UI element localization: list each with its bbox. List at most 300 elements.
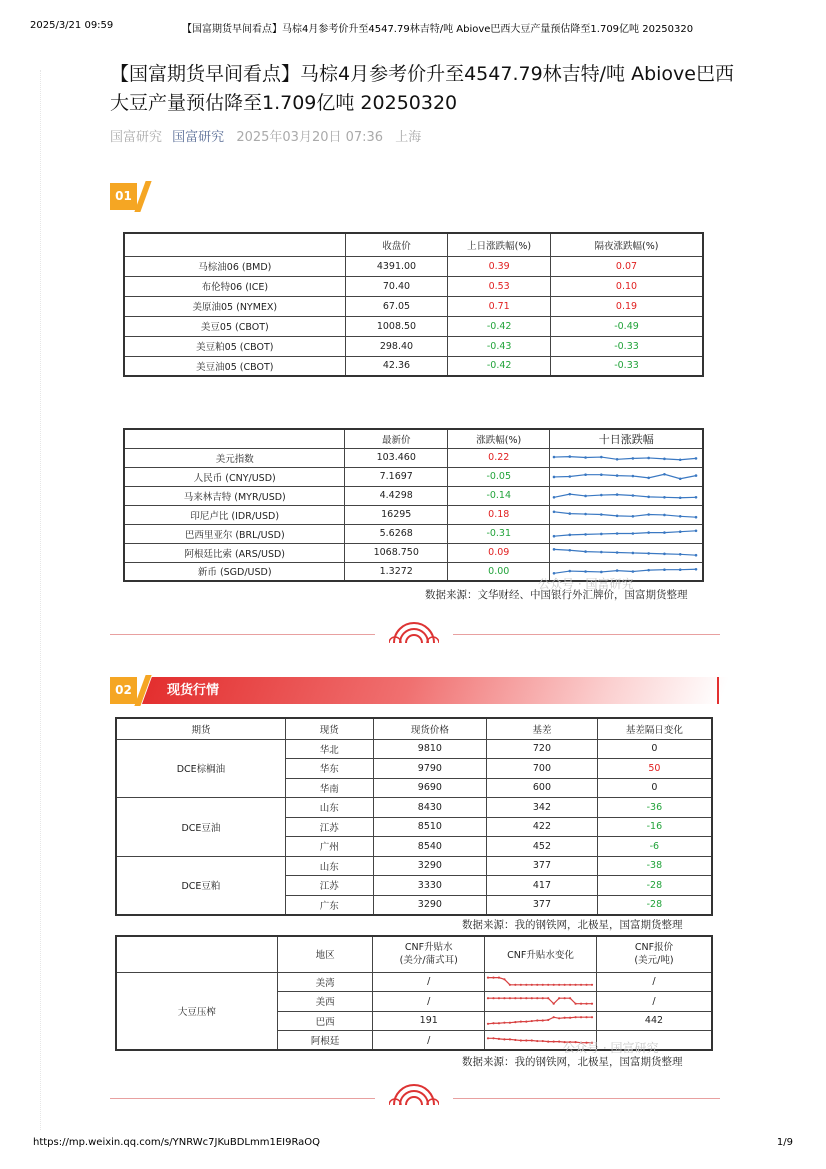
trend-point xyxy=(564,997,566,999)
currency-name: 马来林吉特 (MYR/USD) xyxy=(124,486,345,505)
spot-region: 山东 xyxy=(285,798,373,818)
left-border xyxy=(40,70,41,1130)
trend-point xyxy=(492,977,494,979)
spot-region: 广东 xyxy=(285,895,373,915)
trend-point xyxy=(601,456,604,459)
trend-point xyxy=(492,1022,494,1024)
trend-point xyxy=(679,553,682,556)
spot-region: 华东 xyxy=(285,759,373,779)
trend-point xyxy=(695,474,698,477)
basis-value: 452 xyxy=(487,837,598,857)
price-change: -0.31 xyxy=(447,524,550,543)
trend-point xyxy=(632,570,635,573)
trend-line xyxy=(554,531,696,536)
trend-point xyxy=(553,496,556,499)
basis-change: -28 xyxy=(597,895,712,915)
trend-point xyxy=(585,984,587,986)
spot-price: 9690 xyxy=(373,778,487,798)
spot-price: 3290 xyxy=(373,895,487,915)
article-author: 国富研究 xyxy=(110,130,163,145)
trend-point xyxy=(514,1021,516,1023)
trend-point xyxy=(616,532,619,535)
overnight-change: -0.33 xyxy=(551,336,703,356)
spot-price: 9790 xyxy=(373,759,487,779)
trend-point xyxy=(553,1002,555,1004)
table-row xyxy=(124,524,703,543)
trend-point xyxy=(536,984,538,986)
trend-line xyxy=(554,474,696,479)
trend-point xyxy=(585,533,588,536)
trend-point xyxy=(585,456,588,459)
trend-point xyxy=(558,997,560,999)
trend-point xyxy=(632,515,635,518)
trend-point xyxy=(695,457,698,460)
trend-point xyxy=(574,1002,576,1004)
header-region: 地区 xyxy=(277,936,373,972)
trend-point xyxy=(564,984,566,986)
basis-change: 50 xyxy=(597,759,712,779)
trend-cell xyxy=(550,486,703,505)
section-01-badge xyxy=(110,183,146,210)
divider-right xyxy=(453,634,720,635)
trend-point xyxy=(536,1039,538,1041)
trend-point xyxy=(569,1017,571,1019)
trend-point xyxy=(648,496,651,499)
trend-point xyxy=(569,512,572,515)
divider-left xyxy=(110,1098,375,1099)
trend-point xyxy=(531,997,533,999)
currency-name: 新币 (SGD/USD) xyxy=(124,562,345,581)
trend-point xyxy=(679,568,682,571)
trend-point xyxy=(664,553,667,556)
trend-sparkline xyxy=(485,1012,595,1029)
trend-point xyxy=(679,515,682,518)
table-row xyxy=(124,543,703,562)
table-row xyxy=(116,972,712,992)
trend-point xyxy=(558,1017,560,1019)
trend-point xyxy=(574,984,576,986)
print-title: 【国富期货早间看点】马棕4月参考价升至4547.79林吉特/吨 Abiove巴西大豆产量预估降至1.709亿吨 20250320 xyxy=(182,24,694,35)
crush-group: 大豆压榨 xyxy=(116,972,277,1050)
trend-point xyxy=(591,984,593,986)
trend-point xyxy=(664,514,667,517)
trend-point xyxy=(509,1022,511,1024)
trend-line xyxy=(554,569,696,573)
trend-point xyxy=(553,456,556,459)
latest-price: 1068.750 xyxy=(345,543,448,562)
close-price: 67.05 xyxy=(345,296,448,316)
table-row xyxy=(124,356,703,376)
header-spot-price: 现货价格 xyxy=(373,718,487,739)
header-blank xyxy=(124,429,345,448)
cnf-premium: 191 xyxy=(373,1011,485,1031)
trend-point xyxy=(525,1039,527,1041)
trend-point xyxy=(580,1016,582,1018)
trend-point xyxy=(498,997,500,999)
trend-point xyxy=(531,984,533,986)
trend-sparkline xyxy=(485,973,595,990)
instrument-name: 美原油05 (NYMEX) xyxy=(124,296,345,316)
table-row xyxy=(116,739,712,759)
latest-price: 4.4298 xyxy=(345,486,448,505)
spot-price: 8540 xyxy=(373,837,487,857)
trend-point xyxy=(695,516,698,519)
trend-point xyxy=(679,496,682,499)
spot-table xyxy=(115,717,713,916)
page-number: 1/9 xyxy=(776,1137,793,1148)
trend-cell xyxy=(550,543,703,562)
trend-cell xyxy=(550,505,703,524)
trend-point xyxy=(648,477,651,480)
trend-line xyxy=(554,494,696,498)
trend-sparkline xyxy=(550,544,700,561)
trend-point xyxy=(553,476,556,479)
trend-point xyxy=(585,1002,587,1004)
wave-ornament-icon xyxy=(389,619,439,645)
price-change: -0.05 xyxy=(447,467,550,486)
basis-value: 377 xyxy=(487,895,598,915)
trend-point xyxy=(679,458,682,461)
trend-point xyxy=(580,1002,582,1004)
prev-day-change: 0.71 xyxy=(448,296,551,316)
trend-point xyxy=(679,530,682,533)
trend-sparkline xyxy=(550,449,700,466)
header-blank xyxy=(124,233,345,256)
trend-point xyxy=(514,997,516,999)
price-change: 0.22 xyxy=(447,448,550,467)
header-change: 涨跌幅(%) xyxy=(447,429,550,448)
table-row xyxy=(116,798,712,818)
page-url: https://mp.weixin.qq.com/s/YNRWc7JKuBDLmm1EI9RaOQ xyxy=(33,1137,321,1148)
trend-point xyxy=(547,1019,549,1021)
trend-sparkline xyxy=(550,506,700,523)
trend-point xyxy=(632,494,635,497)
trend-point xyxy=(679,477,682,480)
basis-value: 600 xyxy=(487,778,598,798)
cnf-region: 巴西 xyxy=(277,1011,373,1031)
trend-point xyxy=(632,552,635,555)
article-title: 【国富期货早间看点】马棕4月参考价升至4547.79林吉特/吨 Abiove巴西大豆产量预估降至1.709亿吨 20250320 xyxy=(110,63,734,114)
trend-point xyxy=(553,1040,555,1042)
overnight-change: 0.19 xyxy=(551,296,703,316)
overnight-change: 0.10 xyxy=(551,276,703,296)
divider-left xyxy=(110,634,375,635)
close-price: 1008.50 xyxy=(345,316,448,336)
trend-point xyxy=(601,513,604,516)
cnf-quote: 442 xyxy=(596,1011,712,1031)
close-price: 70.40 xyxy=(345,276,448,296)
trend-point xyxy=(487,1037,489,1039)
header-cnf-premium: CNF升贴水 (美分/蒲式耳) xyxy=(373,936,485,972)
trend-point xyxy=(569,455,572,458)
trend-sparkline xyxy=(550,468,700,485)
futures-group: DCE豆油 xyxy=(116,798,285,857)
trend-cell xyxy=(550,448,703,467)
cnf-quote: / xyxy=(596,992,712,1012)
price-change: 0.09 xyxy=(447,543,550,562)
trend-point xyxy=(498,1022,500,1024)
spot-region: 江苏 xyxy=(285,817,373,837)
spot-region: 山东 xyxy=(285,856,373,876)
trend-point xyxy=(547,984,549,986)
trend-point xyxy=(542,1020,544,1022)
section-title-bar xyxy=(142,677,730,704)
trend-point xyxy=(509,1038,511,1040)
trend-line xyxy=(488,998,592,1004)
source-note-3: 数据来源：我的钢铁网，北极星，国富期货整理 xyxy=(462,1056,683,1068)
cnf-region: 美湾 xyxy=(277,972,373,992)
trend-point xyxy=(601,551,604,554)
trend-point xyxy=(547,997,549,999)
instrument-name: 美豆油05 (CBOT) xyxy=(124,356,345,376)
trend-point xyxy=(695,568,698,571)
basis-change: -28 xyxy=(597,876,712,896)
trend-point xyxy=(616,474,619,477)
section-number: 01 xyxy=(110,183,137,210)
latest-price: 5.6268 xyxy=(345,524,448,543)
trend-point xyxy=(585,473,588,476)
publish-datetime: 2025年03月20日 07:36 xyxy=(236,130,384,145)
trend-point xyxy=(553,572,556,575)
trend-point xyxy=(509,997,511,999)
watermark-2: 公众号 · 国富研究 xyxy=(563,1041,659,1055)
table-row xyxy=(124,467,703,486)
trend-point xyxy=(525,984,527,986)
spot-region: 江苏 xyxy=(285,876,373,896)
spot-price: 3290 xyxy=(373,856,487,876)
print-timestamp: 2025/3/21 09:59 xyxy=(30,20,114,31)
source-note-1: 数据来源：文华财经、中国银行外汇牌价，国富期货整理 xyxy=(425,589,688,601)
trend-point xyxy=(695,530,698,533)
account-link[interactable]: 国富研究 xyxy=(172,130,225,145)
trend-point xyxy=(585,570,588,573)
trend-point xyxy=(487,977,489,979)
trend-point xyxy=(695,554,698,557)
basis-change: 0 xyxy=(597,739,712,759)
basis-value: 377 xyxy=(487,856,598,876)
instrument-name: 美豆粕05 (CBOT) xyxy=(124,336,345,356)
header-cnf-quote: CNF报价 (美元/吨) xyxy=(596,936,712,972)
trend-point xyxy=(525,997,527,999)
source-note-2: 数据来源：我的钢铁网，北极星，国富期货整理 xyxy=(462,919,683,931)
basis-change: -36 xyxy=(597,798,712,818)
cnf-region: 阿根廷 xyxy=(277,1031,373,1051)
trend-point xyxy=(569,570,572,573)
trend-point xyxy=(531,1020,533,1022)
trend-point xyxy=(569,493,572,496)
overnight-change: -0.33 xyxy=(551,356,703,376)
trend-point xyxy=(503,1038,505,1040)
trend-point xyxy=(648,513,651,516)
trend-point xyxy=(536,1020,538,1022)
trend-point xyxy=(585,513,588,516)
trend-point xyxy=(547,1040,549,1042)
trend-line xyxy=(554,512,696,517)
trend-point xyxy=(580,984,582,986)
fx-table xyxy=(123,428,704,582)
basis-value: 700 xyxy=(487,759,598,779)
wave-ornament-icon xyxy=(389,1081,439,1107)
trend-point xyxy=(601,570,604,573)
instrument-name: 马棕油06 (BMD) xyxy=(124,256,345,276)
trend-point xyxy=(498,977,500,979)
price-change: 0.18 xyxy=(447,505,550,524)
price-change: -0.14 xyxy=(447,486,550,505)
latest-price: 16295 xyxy=(345,505,448,524)
trend-point xyxy=(542,984,544,986)
latest-price: 7.1697 xyxy=(345,467,448,486)
trend-sparkline xyxy=(550,487,700,504)
trend-cell xyxy=(550,524,703,543)
trend-point xyxy=(564,1017,566,1019)
cnf-premium: / xyxy=(373,972,485,992)
trend-point xyxy=(525,1021,527,1023)
header-spot: 现货 xyxy=(285,718,373,739)
trend-point xyxy=(664,458,667,461)
trend-sparkline xyxy=(550,525,700,542)
trend-point xyxy=(601,533,604,536)
header-cnf-change: CNF升贴水变化 xyxy=(484,936,596,972)
trend-point xyxy=(520,997,522,999)
trend-point xyxy=(492,1037,494,1039)
trend-point xyxy=(569,475,572,478)
prev-day-change: -0.42 xyxy=(448,316,551,336)
overnight-change: -0.49 xyxy=(551,316,703,336)
trend-point xyxy=(616,551,619,554)
trend-point xyxy=(632,457,635,460)
trend-point xyxy=(553,1016,555,1018)
trend-point xyxy=(664,496,667,499)
close-price: 298.40 xyxy=(345,336,448,356)
price-change: 0.00 xyxy=(447,562,550,581)
close-price: 4391.00 xyxy=(345,256,448,276)
trend-point xyxy=(553,535,556,538)
cnf-trend-cell xyxy=(484,1011,596,1031)
currency-name: 人民币 (CNY/USD) xyxy=(124,467,345,486)
basis-change: -38 xyxy=(597,856,712,876)
cnf-trend-cell xyxy=(484,992,596,1012)
trend-point xyxy=(542,1039,544,1041)
spot-price: 8510 xyxy=(373,817,487,837)
trend-point xyxy=(664,568,667,571)
table-row xyxy=(124,336,703,356)
table-row xyxy=(124,486,703,505)
prev-day-change: -0.42 xyxy=(448,356,551,376)
currency-name: 印尼卢比 (IDR/USD) xyxy=(124,505,345,524)
cnf-premium: / xyxy=(373,1031,485,1051)
latest-price: 1.3272 xyxy=(345,562,448,581)
trend-point xyxy=(695,496,698,499)
table-row xyxy=(124,448,703,467)
currency-name: 美元指数 xyxy=(124,448,345,467)
header-overnight: 隔夜涨跌幅(%) xyxy=(551,233,703,256)
header-blank xyxy=(116,936,277,972)
trend-point xyxy=(531,1039,533,1041)
cnf-quote: / xyxy=(596,972,712,992)
trend-point xyxy=(585,1016,587,1018)
basis-value: 342 xyxy=(487,798,598,818)
section-number: 02 xyxy=(110,677,137,704)
trend-point xyxy=(498,1037,500,1039)
spot-region: 广州 xyxy=(285,837,373,857)
table-row xyxy=(124,256,703,276)
trend-point xyxy=(487,1023,489,1025)
basis-change: -16 xyxy=(597,817,712,837)
basis-value: 720 xyxy=(487,739,598,759)
trend-point xyxy=(553,984,555,986)
spot-price: 3330 xyxy=(373,876,487,896)
section-02-badge xyxy=(110,677,146,704)
trend-point xyxy=(503,978,505,980)
trend-point xyxy=(487,997,489,999)
trend-point xyxy=(601,473,604,476)
trend-point xyxy=(542,997,544,999)
spot-price: 8430 xyxy=(373,798,487,818)
basis-change: 0 xyxy=(597,778,712,798)
watermark-1: 公众号 · 国富研究 xyxy=(538,577,634,591)
table-row xyxy=(124,316,703,336)
currency-name: 巴西里亚尔 (BRL/USD) xyxy=(124,524,345,543)
trend-cell xyxy=(550,467,703,486)
article-meta xyxy=(110,126,421,145)
spot-region: 华北 xyxy=(285,739,373,759)
trend-point xyxy=(664,531,667,534)
header-trend: 十日涨跌幅 xyxy=(550,429,703,448)
trend-point xyxy=(514,1038,516,1040)
trend-point xyxy=(569,997,571,999)
trend-point xyxy=(591,1002,593,1004)
publish-location: 上海 xyxy=(395,130,422,145)
header-latest: 最新价 xyxy=(345,429,448,448)
trend-point xyxy=(520,1021,522,1023)
futures-table xyxy=(123,232,704,377)
trend-sparkline xyxy=(485,993,595,1010)
basis-value: 422 xyxy=(487,817,598,837)
cnf-table xyxy=(115,935,713,1051)
trend-line xyxy=(554,549,696,555)
cnf-region: 美西 xyxy=(277,992,373,1012)
header-basis: 基差 xyxy=(487,718,598,739)
trend-point xyxy=(632,532,635,535)
table-row xyxy=(124,505,703,524)
instrument-name: 美豆05 (CBOT) xyxy=(124,316,345,336)
trend-point xyxy=(569,534,572,537)
cnf-trend-cell xyxy=(484,972,596,992)
trend-point xyxy=(585,495,588,498)
trend-point xyxy=(648,552,651,555)
trend-point xyxy=(503,1022,505,1024)
instrument-name: 布伦特06 (ICE) xyxy=(124,276,345,296)
trend-point xyxy=(503,997,505,999)
trend-point xyxy=(591,1016,593,1018)
spot-region: 华南 xyxy=(285,778,373,798)
trend-point xyxy=(616,515,619,518)
trend-point xyxy=(520,984,522,986)
table-row xyxy=(124,276,703,296)
header-futures: 期货 xyxy=(116,718,285,739)
trend-point xyxy=(514,984,516,986)
futures-group: DCE豆粕 xyxy=(116,856,285,915)
trend-point xyxy=(509,984,511,986)
trend-point xyxy=(558,1040,560,1042)
trend-point xyxy=(648,531,651,534)
trend-point xyxy=(585,550,588,553)
prev-day-change: -0.43 xyxy=(448,336,551,356)
prev-day-change: 0.39 xyxy=(448,256,551,276)
close-price: 42.36 xyxy=(345,356,448,376)
basis-value: 417 xyxy=(487,876,598,896)
trend-point xyxy=(601,494,604,497)
